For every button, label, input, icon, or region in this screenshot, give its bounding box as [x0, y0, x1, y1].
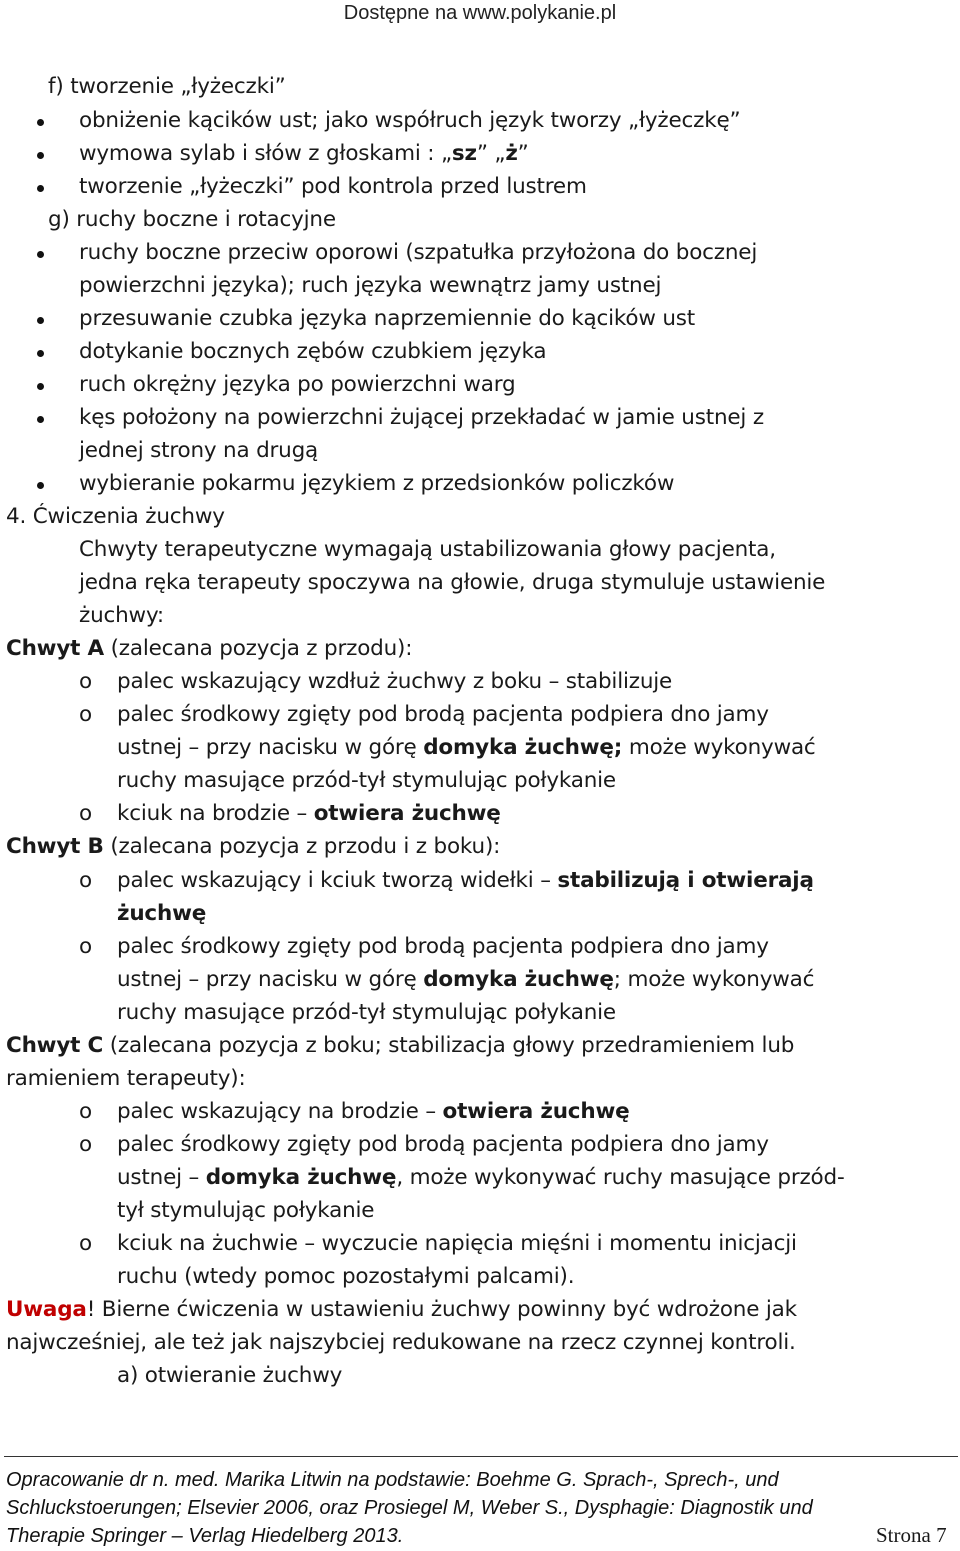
chwyt-c-heading: Chwyt C (zalecana pozycja z boku; stabilizacja głowy przedramieniem lub: [6, 1033, 795, 1058]
footer-citation-line: Schluckstoerungen; Elsevier 2006, oraz Prosiegel M, Weber S., Dysphagie: Diagnostik und: [6, 1497, 813, 1519]
bullet-icon: [37, 185, 44, 192]
bullet-icon: [37, 317, 44, 324]
list-item: ruchy boczne przeciw oporowi (szpatułka przyłożona do bocznej: [79, 240, 758, 265]
list-item-continuation: ruchy masujące przód-tył stymulując połykanie: [117, 768, 616, 793]
list-item: kciuk na brodzie – otwiera żuchwę: [117, 801, 501, 826]
footer-citation-line: Therapie Springer – Verlag Hiedelberg 2013.: [6, 1525, 404, 1547]
footer-citation-line: Opracowanie dr n. med. Marika Litwin na podstawie: Boehme G. Sprach-, Sprech-, und: [6, 1469, 779, 1491]
section-4-heading: 4. Ćwiczenia żuchwy: [6, 504, 225, 529]
bullet-icon: [37, 482, 44, 489]
list-marker: o: [79, 1099, 92, 1124]
bullet-icon: [37, 251, 44, 258]
list-marker: o: [79, 1132, 92, 1157]
list-item: palec środkowy zgięty pod brodą pacjenta podpiera dno jamy: [117, 702, 769, 727]
page-number: Strona 7: [876, 1523, 947, 1547]
list-item: przesuwanie czubka języka naprzemiennie do kącików ust: [79, 306, 696, 331]
list-item-continuation: ustnej – przy nacisku w górę domyka żuchwę; może wykonywać: [117, 967, 815, 992]
list-marker: o: [79, 801, 92, 826]
list-item: kęs położony na powierzchni żującej przekładać w jamie ustnej z: [79, 405, 764, 430]
list-item: palec środkowy zgięty pod brodą pacjenta podpiera dno jamy: [117, 1132, 769, 1157]
list-item-continuation: jednej strony na drugą: [79, 438, 319, 463]
paragraph-line: Chwyty terapeutyczne wymagają ustabilizowania głowy pacjenta,: [79, 537, 776, 562]
bullet-icon: [37, 416, 44, 423]
section-f-heading: f) tworzenie „łyżeczki”: [48, 74, 286, 99]
list-item: tworzenie „łyżeczki” pod kontrola przed lustrem: [79, 174, 587, 199]
footer-divider: [4, 1456, 958, 1457]
list-item-continuation: ustnej – domyka żuchwę, może wykonywać ruchy masujące przód-: [117, 1165, 845, 1190]
chwyt-a-heading: Chwyt A (zalecana pozycja z przodu):: [6, 636, 413, 661]
list-item: a) otwieranie żuchwy: [117, 1363, 343, 1388]
list-item-continuation: tył stymulując połykanie: [117, 1198, 375, 1223]
bullet-icon: [37, 152, 44, 159]
list-item-continuation: powierzchni języka); ruch języka wewnątrz jamy ustnej: [79, 273, 662, 298]
list-marker: o: [79, 702, 92, 727]
list-item: ruch okrężny języka po powierzchni warg: [79, 372, 516, 397]
paragraph-line: żuchwy:: [79, 603, 164, 628]
list-item: obniżenie kącików ust; jako współruch język tworzy „łyżeczkę”: [79, 108, 741, 133]
list-marker: o: [79, 669, 92, 694]
list-item: kciuk na żuchwie – wyczucie napięcia mięśni i momentu inicjacji: [117, 1231, 797, 1256]
list-item: palec wskazujący i kciuk tworzą widełki – stabilizują i otwierają: [117, 868, 814, 893]
list-item: palec wskazujący na brodzie – otwiera żuchwę: [117, 1099, 630, 1124]
list-item: dotykanie bocznych zębów czubkiem języka: [79, 339, 547, 364]
chwyt-b-heading: Chwyt B (zalecana pozycja z przodu i z boku):: [6, 834, 501, 859]
list-marker: o: [79, 868, 92, 893]
bullet-icon: [37, 119, 44, 126]
section-g-heading: g) ruchy boczne i rotacyjne: [48, 207, 336, 232]
bullet-icon: [37, 350, 44, 357]
list-item: wymowa sylab i słów z głoskami : „sz” „ż”: [79, 141, 529, 166]
paragraph-line: jedna ręka terapeuty spoczywa na głowie, druga stymuluje ustawienie: [79, 570, 826, 595]
list-item: palec wskazujący wzdłuż żuchwy z boku – stabilizuje: [117, 669, 673, 694]
list-item-continuation: ustnej – przy nacisku w górę domyka żuchwę; może wykonywać: [117, 735, 816, 760]
bullet-icon: [37, 383, 44, 390]
list-item: wybieranie pokarmu językiem z przedsionków policzków: [79, 471, 675, 496]
paragraph-line: ramieniem terapeuty):: [6, 1066, 246, 1091]
list-marker: o: [79, 1231, 92, 1256]
list-item-continuation: żuchwę: [117, 901, 207, 926]
list-marker: o: [79, 934, 92, 959]
warning-note: Uwaga! Bierne ćwiczenia w ustawieniu żuchwy powinny być wdrożone jak: [6, 1297, 797, 1322]
page-header: Dostępne na www.polykanie.pl: [343, 2, 617, 24]
warning-note-continuation: najwcześniej, ale też jak najszybciej redukowane na rzecz czynnej kontroli.: [6, 1330, 796, 1355]
list-item-continuation: ruchu (wtedy pomoc pozostałymi palcami).: [117, 1264, 575, 1289]
list-item: palec środkowy zgięty pod brodą pacjenta podpiera dno jamy: [117, 934, 769, 959]
list-item-continuation: ruchy masujące przód-tył stymulując połykanie: [117, 1000, 616, 1025]
